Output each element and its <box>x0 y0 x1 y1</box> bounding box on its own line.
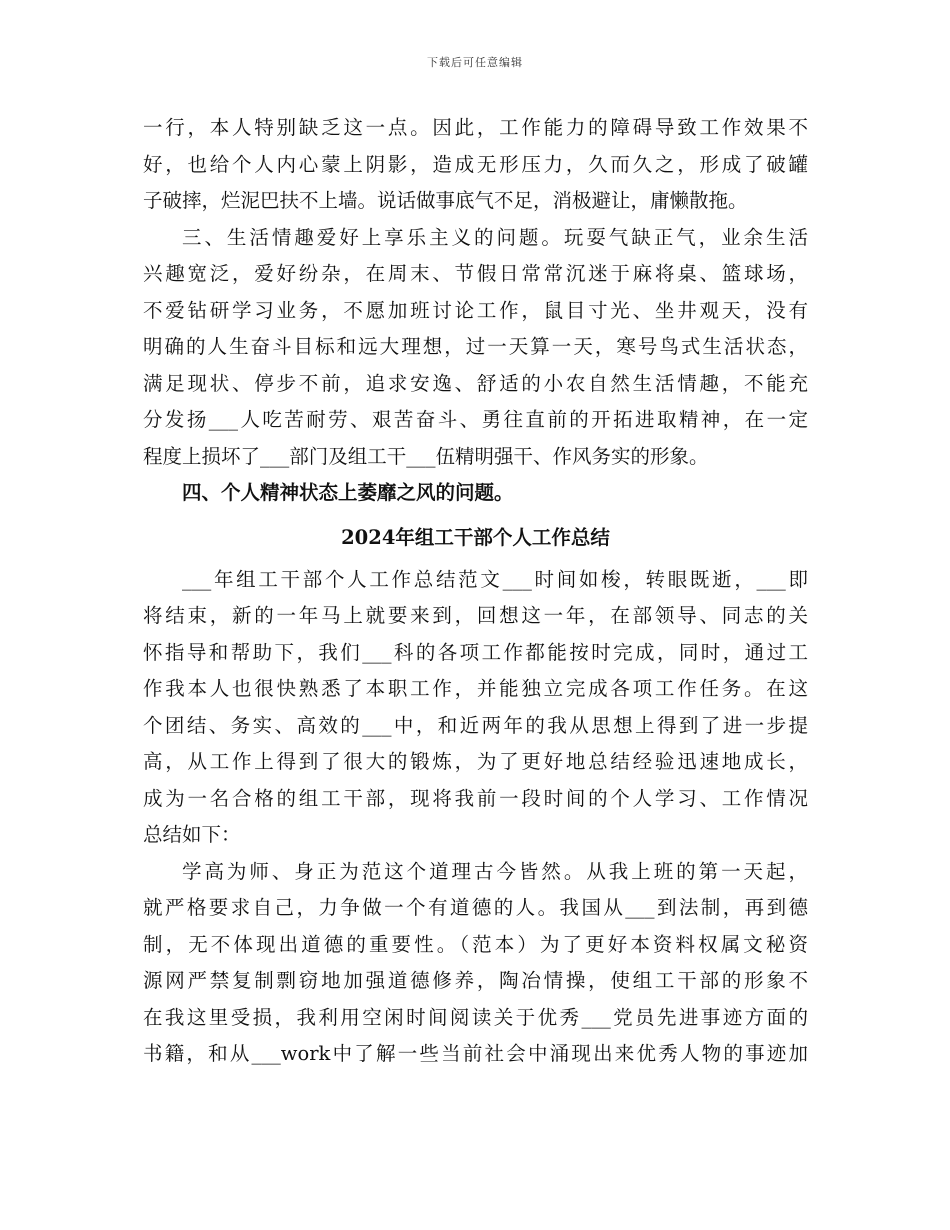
text-line: 在我这里受损，我利用空闲时间阅读关于优秀___党员先进事迹方面的 <box>143 1005 808 1029</box>
text-line: 高，从工作上得到了很大的锻炼，为了更好地总结经验迅速地成长， <box>143 750 808 773</box>
text-line: 不爱钻研学习业务，不愿加班讨论工作，鼠目寸光、坐井观天，没有 <box>143 298 808 322</box>
section-heading: 四、个人精神状态上萎靡之风的问题。 <box>182 481 514 504</box>
text-line: 好，也给个人内心蒙上阴影，造成无形压力，久而久之，形成了破罐 <box>143 152 808 176</box>
text-line: 制，无不体现出道德的重要性。（范本）为了更好本资料权属文秘资 <box>143 932 808 956</box>
text-line: 分发扬___人吃苦耐劳、艰苦奋斗、勇往直前的开拓进取精神，在一定 <box>143 408 808 431</box>
text-line: 个团结、务实、高效的___中，和近两年的我从思想上得到了进一步提 <box>143 713 808 737</box>
text-line: 满足现状、停步不前，追求安逸、舒适的小农自然生活情趣，不能充 <box>143 371 808 395</box>
paragraph-life-interest <box>143 220 808 476</box>
text-line: 成为一名合格的组工干部，现将我前一段时间的个人学习、工作情况 <box>143 786 808 810</box>
document-title: 2024年组工干部个人工作总结 <box>341 525 610 549</box>
text-line: 学高为师、身正为范这个道理古今皆然。从我上班的第一天起， <box>182 859 808 883</box>
document-body <box>143 110 808 1073</box>
paragraph-morality <box>143 854 808 1073</box>
text-line: 三、生活情趣爱好上享乐主义的问题。玩耍气缺正气，业余生活 <box>182 225 808 249</box>
text-line: 子破摔，烂泥巴扶不上墙。说话做事底气不足，消极避让，庸懒散拖。 <box>143 189 748 212</box>
text-line: 作我本人也很快熟悉了本职工作，并能独立完成各项工作任务。在这 <box>143 677 808 700</box>
paragraph-ability <box>143 110 808 220</box>
text-line: 兴趣宽泛，爱好纷杂，在周末、节假日常常沉迷于麻将桌、篮球场， <box>143 262 808 285</box>
paragraph-intro <box>143 562 808 854</box>
text-line: ___年组工干部个人工作总结范文___时间如梭，转眼既逝，___即 <box>182 567 808 591</box>
text-line: 书籍，和从___work中了解一些当前社会中涌现出来优秀人物的事迹加 <box>143 1042 808 1065</box>
page-header: 下载后可任意编辑 <box>427 56 523 69</box>
text-line: 怀指导和帮助下，我们___科的各项工作都能按时完成，同时，通过工 <box>143 640 808 664</box>
text-line: 总结如下： <box>143 823 241 846</box>
text-line: 将结束，新的一年马上就要来到，回想这一年，在部领导、同志的关 <box>143 604 808 627</box>
text-line: 程度上损坏了___部门及组工干___伍精明强干、作风务实的形象。 <box>143 444 709 468</box>
text-line: 就严格要求自己，力争做一个有道德的人。我国从___到法制，再到德 <box>143 896 808 919</box>
text-line: 一行，本人特别缺乏这一点。因此，工作能力的障碍导致工作效果不 <box>143 116 808 139</box>
text-line: 明确的人生奋斗目标和远大理想，过一天算一天，寒号鸟式生活状态， <box>143 335 808 358</box>
text-line: 源网严禁复制剽窃地加强道德修养，陶冶情操，使组工干部的形象不 <box>143 969 808 992</box>
